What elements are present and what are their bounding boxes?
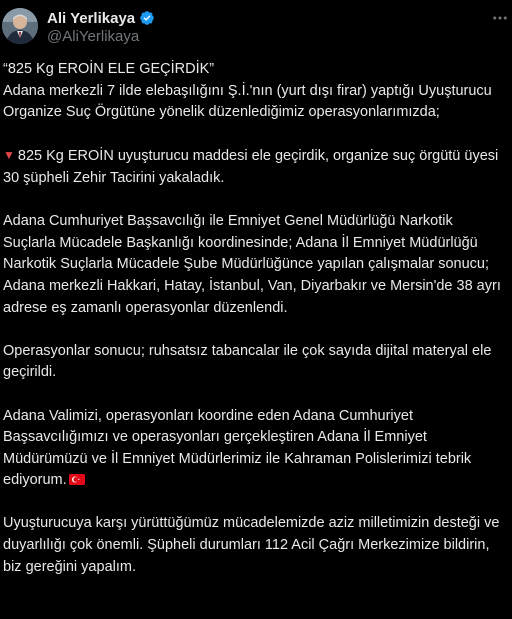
tweet-paragraph-results: Operasyonlar sonucu; ruhsatsız tabancalar ile çok sayıda dijital materyal ele geçirildi.: [3, 342, 492, 381]
tweet-paragraph-seizure: [3, 145, 507, 189]
tweet-text: [3, 59, 507, 600]
tweet-paragraph-headline: “825 Kg EROİN ELE GEÇİRDİK” Adana merkezli 7 ilde elebaşılığını Ş.İ.'nın (yurt dışı firar) yaptığı Uyuşturucu Organize Suç Örgütüne yönelik düzenlediğimiz operasyonlarımızda;: [3, 61, 492, 121]
red-triangle-icon: ▼: [3, 148, 15, 163]
more-horizontal-icon: [491, 9, 509, 27]
tweet-header: [0, 0, 512, 52]
congratulations-text: Adana Valimizi, operasyonları koordine eden Adana Cumhuriyet Başsavcılığımızı ve operasyonları gerçekleştiren Adana İl Emniyet Müdürümüzü ve İl Emniyet Müdürlerimiz ile Kahraman Polislerimizi tebrik ediyorum.: [3, 407, 472, 489]
tweet-paragraph-appeal: Uyuşturucuya karşı yürüttüğümüz mücadelemizde aziz milletimizin desteği ve duyarlılığı çok önemli. Şüpheli durumları 112 Acil Çağrı Merkezimize bildirin, biz gereğini yapalım.: [3, 515, 500, 575]
turkey-flag-icon: [69, 471, 85, 482]
author-handle[interactable]: @AliYerlikaya: [47, 28, 140, 45]
author-display-name[interactable]: Ali Yerlikaya: [47, 9, 136, 27]
author-name-row: [47, 8, 155, 28]
avatar[interactable]: [2, 8, 38, 44]
profile-photo-icon: [2, 8, 38, 44]
verified-badge-icon: [139, 10, 155, 26]
more-options-button[interactable]: [490, 8, 510, 28]
tweet-paragraph-congratulations: [3, 406, 507, 492]
tweet-paragraph-operation: Adana Cumhuriyet Başsavcılığı ile Emniyet Genel Müdürlüğü Narkotik Suçlarla Mücadele Başkanlığı koordinesinde; Adana İl Emniyet Müdürlüğü Narkotik Suçlarla Mücadele Şube Müdürlüğünce yapılan çalışmalar sonucu; Adana merkezli Hakkari, Hatay, İstanbul, Van, Diyarbakır ve Mersin'de 38 ayrı adrese eş zamanlı operasyonlar düzenlendi.: [3, 213, 501, 316]
seizure-text: 825 Kg EROİN uyuşturucu maddesi ele geçirdik, organize suç örgütü üyesi 30 şüpheli Zehir Tacirini yakaladık.: [3, 148, 499, 186]
